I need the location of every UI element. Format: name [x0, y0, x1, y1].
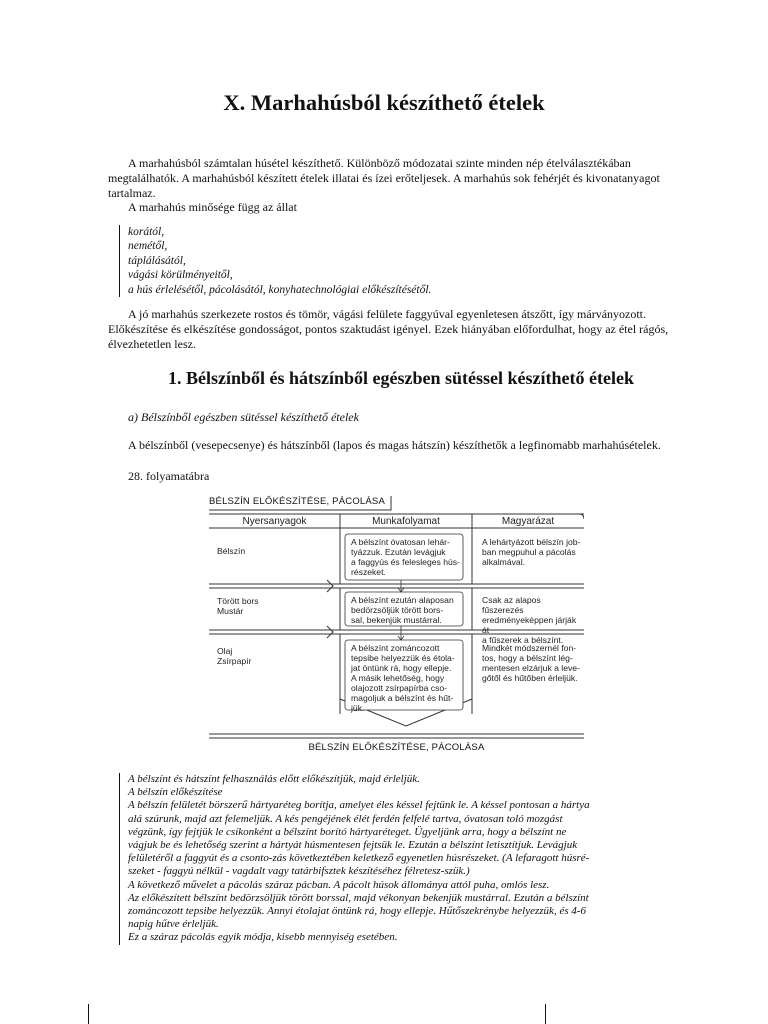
row1-process: A bélszínt óvatosan lehár- tyázzuk. Ezután levágjuk a faggyús és felesleges hús- részeket. — [351, 537, 460, 577]
list-item: vágási körülményeitől, — [128, 269, 233, 282]
structure-paragraph: A jó marhahús szerkezete rostos és tömör, vágási felülete faggyúval egyenletesen átszőtt, így márványozott. Előkészítése és elkészítése gondosságot, pontos szaktudást igényel. Ezek hiányában előfordulhat, hogy az étel rágós, élvezhetetlen lesz. — [108, 307, 669, 351]
row2-process: A bélszínt ezután alaposan bedörzsöljük törött bors- sal, bekenjük mustárral. — [351, 595, 454, 625]
quote-line: Ez a száraz pácolás egyik módja, kisebb mennyiség esetében. — [128, 931, 398, 944]
quote-line: végzünk, így fejtjük le csíkonként a bélszínt borító hártyaréteget. Ügyeljünk arra, hogy a bélszínt ne — [128, 825, 567, 838]
column-header-notes: Magyarázat — [501, 516, 555, 527]
page-title: X. Marhahúsból készíthető ételek — [223, 90, 545, 115]
quote-line: Az előkészített bélszínt bedörzsöljük törött borssal, majd vékonyan bekenjük mustárral. Ezután a bélszínt — [128, 891, 589, 904]
intro-paragraph: A marhahúsból számtalan húsétel készíthető. Különböző módozatai szinte minden nép ételválasztékában megtalálhatók. A marhahúsból készített ételek illatai és ízei erőteljesek. A marhahús sok fehérjét és kivonatanyagot tartalmaz. — [108, 156, 660, 200]
quality-factors-list — [119, 225, 568, 297]
row3-note: Mindkét módszernél fon- tos, hogy a bélszínt lég- mentesen elzárjuk a leve- gőtől és hűtőben érleljük. — [482, 643, 580, 683]
quality-intro: A marhahús minősége függ az állat — [128, 200, 297, 214]
list-item: nemétől, — [128, 240, 168, 253]
row2-materials: Törött bors Mustár — [217, 596, 259, 616]
preparation-quote-block — [119, 773, 688, 945]
quote-line: felületéről a faggyút és a csonto-zás következtében keletkező egyenetlen húsrészeket. (A lefaragott húsré- — [128, 852, 590, 865]
figure-reference: 28. folyamatábra — [128, 469, 210, 483]
row2-note: Csak az alapos fűszerezés eredményeképpen járják át a fűszerek a bélszínt. — [482, 595, 577, 645]
quote-line: A bélszín előkészítése — [128, 786, 223, 799]
flowchart-title: BÉLSZÍN ELŐKÉSZÍTÉSE, PÁCOLÁSA — [209, 496, 386, 507]
quote-line: A következő művelet a pácolás száraz pácban. A pácolt húsok állománya attól puha, omlós lesz. — [128, 878, 550, 891]
column-header-materials: Nyersanyagok — [242, 516, 307, 527]
quote-line: zománcozott tepsibe helyezzük. Annyi étolajat öntünk rá, hogy ellepje. Hűtőszekrénybe helyezzük, és 4-6 — [128, 905, 587, 918]
column-header-process: Munkafolyamat — [372, 516, 440, 527]
quote-line: szeket - faggyú nélkül - vagdalt vagy tatárbifsztek készítéséhez félretesz-szük.) — [128, 865, 470, 878]
quote-line: A bélszín felületét börszerű hártyaréteg borítja, amelyet éles késsel fejtünk le. A késsel pontosan a hártya — [128, 799, 590, 812]
subsection-heading: a) Bélszínből egészben sütéssel készíthető ételek — [128, 410, 359, 424]
list-item: a hús érlelésétől, pácolásától, konyhatechnológiai előkészítésétől. — [128, 283, 432, 296]
row3-materials: Olaj Zsírpapír — [217, 646, 252, 666]
section-heading: 1. Bélszínből és hátszínből egészben sütéssel készíthető ételek — [168, 368, 634, 388]
quote-line: vágjuk be és lehetőség szerint a hártyát húsmentesen fejtsük le. Ezután a bélszínt letisztítjuk. Levágjuk — [128, 839, 578, 852]
row1-materials: Bélszín — [217, 546, 246, 556]
quote-line: A bélszínt és hátszínt felhasználás előtt előkészítjük, majd érleljük. — [128, 773, 420, 785]
row3-process: A bélszínt zománcozott tepsibe helyezzük és étola- jat öntünk rá, hogy ellepje. A másik lehetőség, hogy olajozott zsírpapírba cso- magoljuk a bélszínt és hűt- jük. — [351, 643, 455, 713]
list-item: korától, — [128, 226, 165, 238]
flowchart-figure — [209, 494, 584, 764]
row1-note: A lehártyázott bélszín job- ban megpuhul a pácolás alkalmával. — [482, 537, 581, 567]
quote-line: napig hűtve érleljük. — [128, 918, 219, 931]
list-item: táplálásától, — [128, 254, 186, 267]
quote-line: alá szúrunk, majd azt felemeljük. A kés pengéjének élét ferdén felfelé tartva, óvatosan toló mozgást — [128, 812, 563, 825]
flowchart-footer: BÉLSZÍN ELŐKÉSZÍTÉSE, PÁCOLÁSA — [308, 742, 485, 753]
crop-mark-left — [88, 1004, 89, 1024]
crop-mark-right — [545, 1004, 546, 1024]
beef-paragraph: A bélszínből (vesepecsenye) és hátszínből (lapos és magas hátszín) készíthetők a legfinomabb marhahúsételek. — [128, 438, 661, 452]
